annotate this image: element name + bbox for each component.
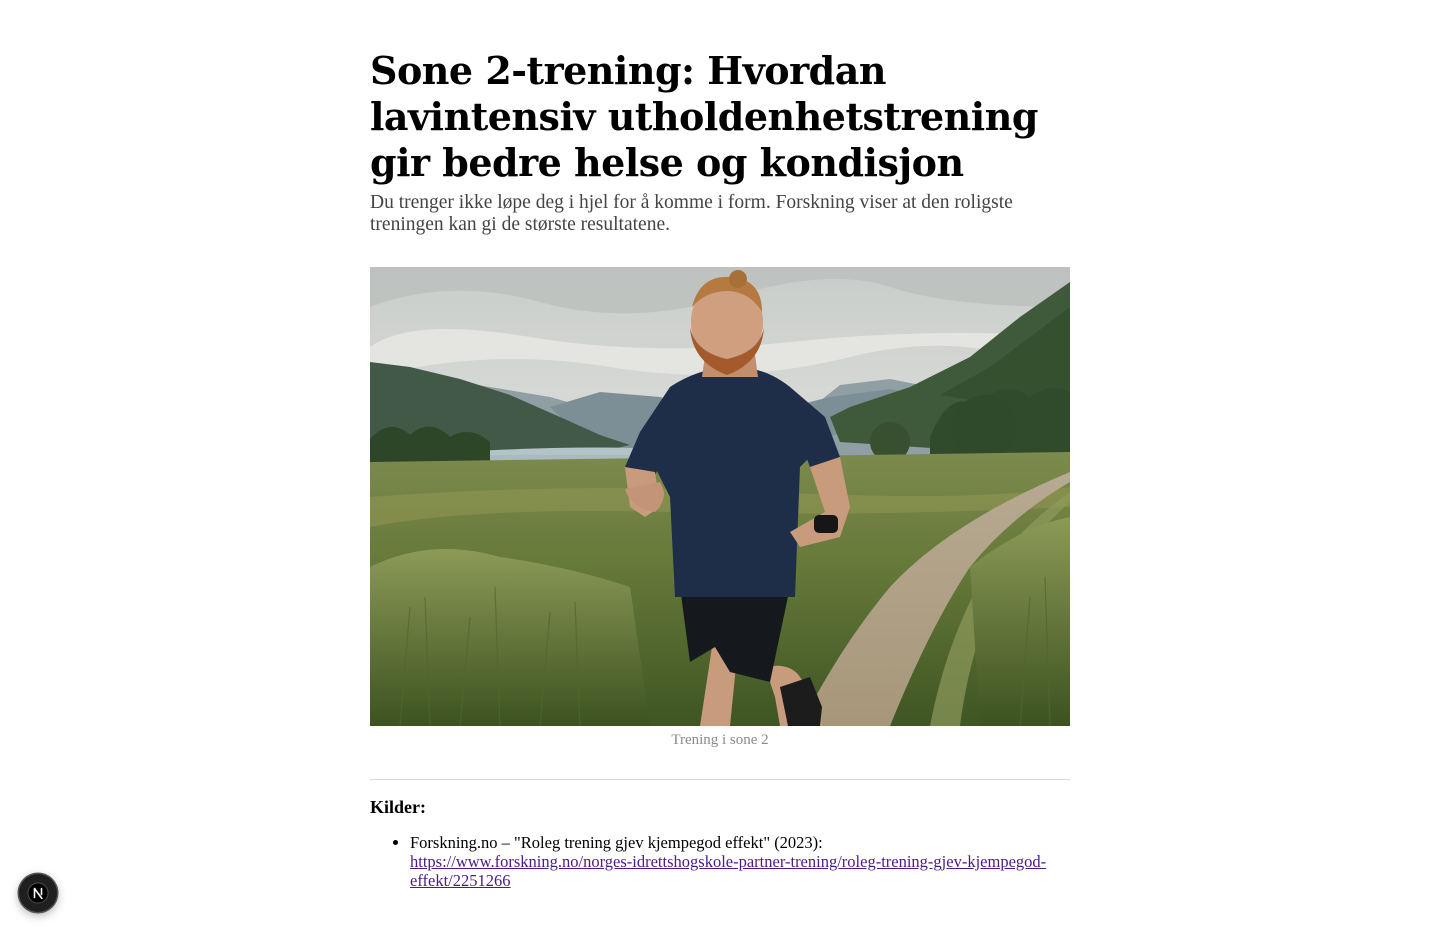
image-caption: Trening i sone 2 [671, 732, 769, 748]
sources-heading: Kilder: [370, 797, 426, 817]
divider [370, 779, 1070, 780]
article-title: Sone 2-trening: Hvordan lavintensiv utholdenhetstrening gir bedre helse og kondisjon [370, 48, 1038, 185]
article-figure [370, 267, 1070, 749]
nextjs-logo-icon [27, 882, 49, 904]
list-item [410, 833, 1070, 890]
article [370, 0, 1070, 890]
sources-list [370, 833, 1070, 890]
source-link[interactable]: https://www.forskning.no/norges-idrettshogskole-partner-trening/roleg-trening-gjev-kjempegod-effekt/2251266 [410, 852, 1047, 890]
article-lead: Du trenger ikke løpe deg i hjel for å komme i form. Forskning viser at den roligste treningen kan gi de største resultatene. [370, 192, 1013, 235]
source-text: Forskning.no – "Roleg trening gjev kjempegod effekt" (2023): [410, 833, 823, 852]
nextjs-dev-badge[interactable] [19, 874, 57, 912]
hero-image [370, 267, 1070, 726]
